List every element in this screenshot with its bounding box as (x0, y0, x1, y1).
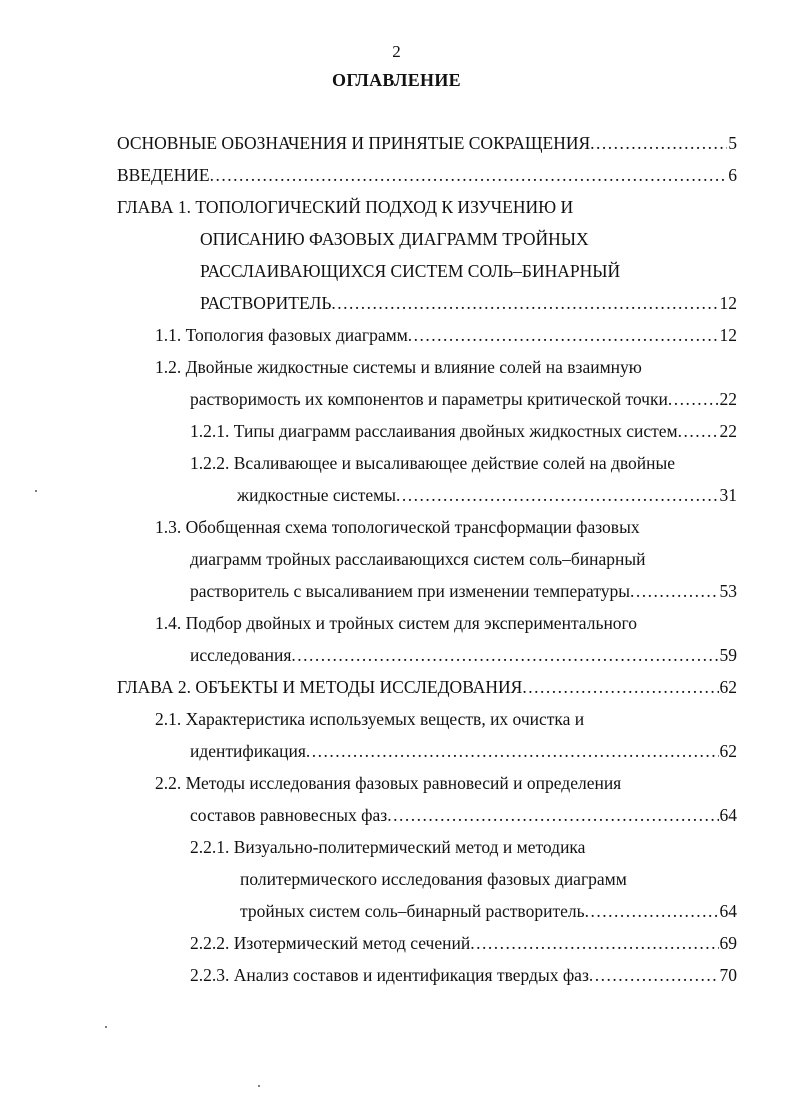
dot-leader (408, 322, 719, 348)
toc-section-1-4-line-1[interactable]: 1.4. Подбор двойных и тройных систем для экспериментального (155, 613, 638, 633)
toc-section-1-2-line-2[interactable] (190, 386, 737, 412)
toc-section-1-2-2-line-1[interactable]: 1.2.2. Всаливающее и высаливающее действие солей на двойные (190, 453, 676, 473)
page-title: ОГЛАВЛЕНИЕ (332, 70, 461, 90)
toc-page-number: 62 (719, 741, 737, 761)
toc-entry-text: 2.2.2. Изотермический метод сечений (190, 933, 471, 953)
toc-entry-text: 1.2.1. Типы диаграмм расслаивания двойных жидкостных систем (190, 421, 678, 441)
dot-leader (396, 482, 719, 508)
toc-chapter-1-line-2[interactable]: ОПИСАНИЮ ФАЗОВЫХ ДИАГРАММ ТРОЙНЫХ (200, 229, 589, 249)
toc-entry-text: идентификация (190, 741, 306, 761)
toc-page-number: 22 (719, 389, 737, 409)
toc-section-2-2-2[interactable] (190, 930, 737, 956)
toc-page-number: 22 (719, 421, 737, 441)
toc-page-number: 53 (719, 581, 737, 601)
toc-page-number: 12 (719, 325, 737, 345)
dot-leader (589, 962, 719, 988)
dot-leader (306, 738, 719, 764)
toc-entry-text: РАСТВОРИТЕЛЬ (200, 293, 332, 313)
toc-section-1-4-line-2[interactable] (190, 642, 737, 668)
toc-page-number: 12 (719, 293, 737, 313)
toc-entry-text: жидкостные системы (237, 485, 396, 505)
page-number: 2 (392, 42, 401, 61)
toc-page-number: 31 (719, 485, 737, 505)
toc-section-2-2-1-line-1[interactable]: 2.2.1. Визуально-политермический метод и методика (190, 837, 586, 857)
scan-speck (258, 1085, 260, 1087)
toc-section-1-3-line-2[interactable]: диаграмм тройных расслаивающихся систем соль–бинарный (190, 549, 646, 569)
toc-entry-abbreviations[interactable] (117, 130, 737, 156)
toc-page-number: 70 (719, 965, 737, 985)
toc-section-1-3-line-3[interactable] (190, 578, 737, 604)
toc-section-2-1-line-2[interactable] (190, 738, 737, 764)
toc-entry-text: 1.1. Топология фазовых диаграмм (155, 325, 408, 345)
toc-entry-text: ГЛАВА 2. ОБЪЕКТЫ И МЕТОДЫ ИССЛЕДОВАНИЯ (117, 677, 523, 697)
toc-page-number: 5 (728, 133, 737, 153)
toc-entry-text: 2.2.3. Анализ составов и идентификация твердых фаз (190, 965, 589, 985)
toc-page-number: 6 (728, 165, 737, 185)
toc-page-number: 64 (719, 805, 737, 825)
toc-entry-text: исследования (190, 645, 292, 665)
toc-entry-text: тройных систем соль–бинарный растворитель (240, 901, 585, 921)
dot-leader (668, 386, 719, 412)
toc-section-2-2-line-1[interactable]: 2.2. Методы исследования фазовых равновесий и определения (155, 773, 622, 793)
toc-section-2-1-line-1[interactable]: 2.1. Характеристика используемых веществ, их очистка и (155, 709, 585, 729)
toc-entry-text: растворитель с высаливанием при изменении температуры (190, 581, 631, 601)
dot-leader (331, 290, 718, 316)
dot-leader (210, 162, 728, 188)
toc-section-2-2-3[interactable] (190, 962, 737, 988)
toc-section-2-2-1-line-3[interactable] (240, 898, 737, 924)
dot-leader (585, 898, 719, 924)
dot-leader (630, 578, 718, 604)
toc-entry-text: ОСНОВНЫЕ ОБОЗНАЧЕНИЯ И ПРИНЯТЫЕ СОКРАЩЕНИЯ (117, 133, 591, 153)
toc-entry-text: ВВЕДЕНИЕ (117, 165, 210, 185)
dot-leader (678, 418, 719, 444)
toc-section-2-2-1-line-2[interactable]: политермического исследования фазовых диаграмм (240, 869, 627, 889)
toc-page-number: 62 (719, 677, 737, 697)
toc-chapter-1-line-3[interactable]: РАССЛАИВАЮЩИХСЯ СИСТЕМ СОЛЬ–БИНАРНЫЙ (200, 261, 621, 281)
toc-page-number: 64 (719, 901, 737, 921)
toc-section-1-2-2-line-2[interactable] (237, 482, 737, 508)
toc-chapter-1-line-4[interactable] (200, 290, 737, 316)
toc-entry-text: составов равновесных фаз (190, 805, 388, 825)
toc-chapter-1-line-1[interactable]: ГЛАВА 1. ТОПОЛОГИЧЕСКИЙ ПОДХОД К ИЗУЧЕНИЮ И (117, 197, 574, 217)
dot-leader (590, 130, 727, 156)
toc-section-1-2-1[interactable] (190, 418, 737, 444)
toc-chapter-2[interactable] (117, 674, 737, 700)
toc-section-1-2-line-1[interactable]: 1.2. Двойные жидкостные системы и влияние солей на взаимную (155, 357, 642, 377)
dot-leader (470, 930, 718, 956)
toc-section-1-3-line-1[interactable]: 1.3. Обобщенная схема топологической трансформации фазовых (155, 517, 640, 537)
dot-leader (291, 642, 718, 668)
toc-entry-text: растворимость их компонентов и параметры критической точки (190, 389, 668, 409)
scan-speck (105, 1026, 107, 1028)
dot-leader (522, 674, 718, 700)
dot-leader (387, 802, 718, 828)
toc-entry-introduction[interactable] (117, 162, 737, 188)
toc-page-number: 59 (719, 645, 737, 665)
toc-section-2-2-line-2[interactable] (190, 802, 737, 828)
scan-speck (35, 490, 37, 492)
toc-page-number: 69 (719, 933, 737, 953)
toc-section-1-1[interactable] (155, 322, 737, 348)
